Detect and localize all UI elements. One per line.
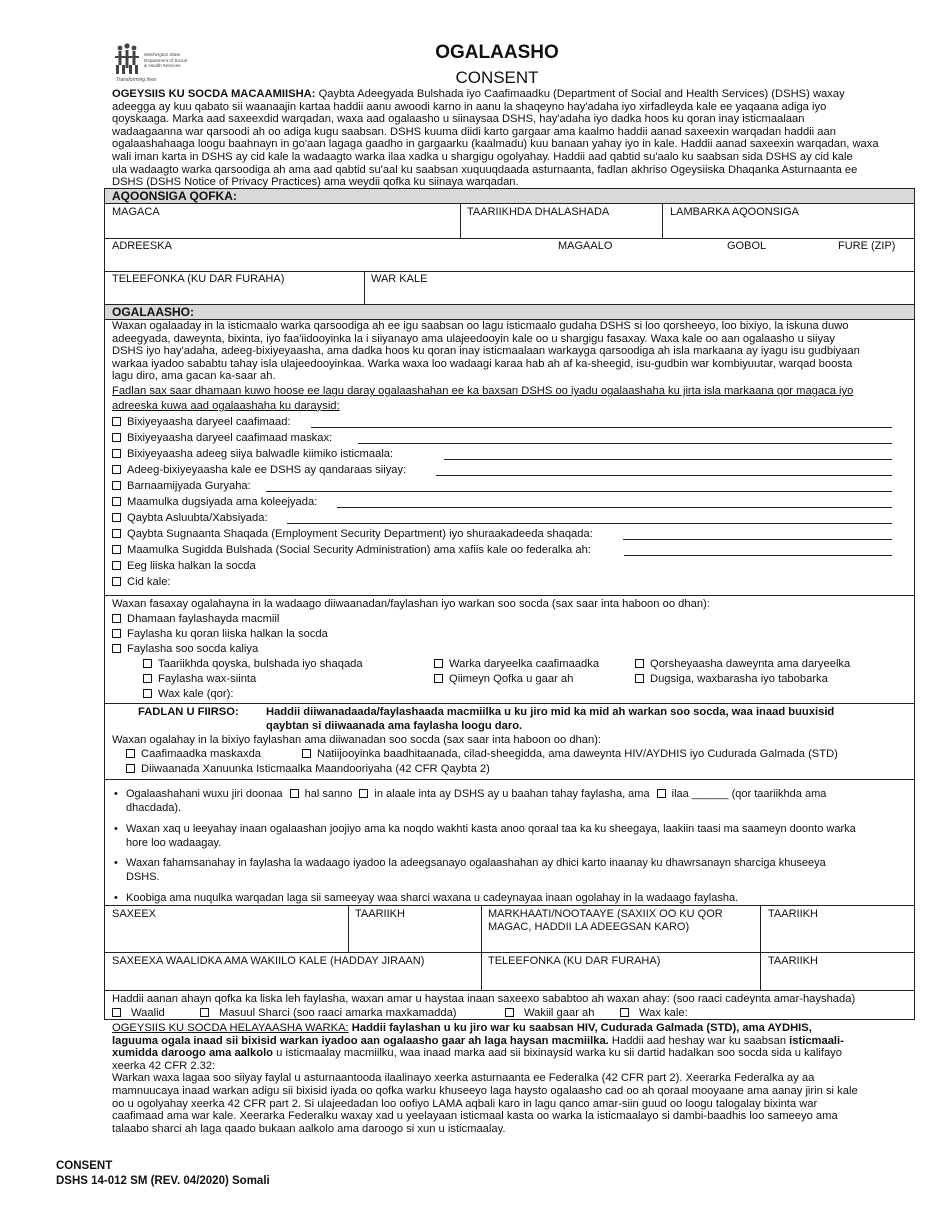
parent-date-field[interactable] (761, 969, 913, 989)
authority-option-other[interactable]: Wax kale: (620, 1007, 688, 1020)
checkbox[interactable] (505, 1008, 514, 1017)
signature-date-label: TAARIIKH (355, 908, 405, 920)
authority-option-parent[interactable]: Waalid (112, 1007, 165, 1020)
checkbox[interactable] (112, 481, 121, 490)
name-field-label: MAGACA (112, 206, 160, 218)
witness-date-label: TAARIIKH (768, 908, 818, 920)
parent-phone-field[interactable] (482, 969, 759, 989)
intro-line: wali iman karta in DSHS ay cid kale la wadaagto warka ilaa xadka u shargigu ogolyahay. Haddii aad qabtid su'aalo ku saabsan sida DSHS ay cid kale (112, 150, 853, 163)
checkbox[interactable] (112, 529, 121, 538)
intro-notice (112, 88, 912, 189)
attention-text: qaybtan si diiwaanada ama faylasha loogu daro. (266, 720, 523, 732)
name-field[interactable] (105, 219, 459, 237)
checkbox[interactable] (112, 644, 121, 653)
consent-line: adeegyada, daweynta, bixinta, iyo faa'iidooyinka la i siiyanayo ama ulajeedooyin kale oo u shargigu fasaxay. Waxa kale oo aan ogalaasho u siiyay (112, 332, 835, 345)
intro-line: ogalaashahaaga loogu baahnayn in go'aan lagaga gaadho in gargaarku (kaalmadu) kuu banaan yahay iyo in kale. Haddii aanad saxeexin warqadan, waxa (112, 138, 879, 151)
footer-form-number: DSHS 14-012 SM (REV. 04/2020) Somali (56, 1175, 270, 1187)
checkbox[interactable] (359, 789, 368, 798)
consent-line: warkaa iyadoo sababtu tahay isla ulajeedooyinkaa. Warka waxa loo wadaagi karaa hab ah af ka-sheegid, isu-gudbin war kombiyuutar, warqad boosta (112, 357, 853, 370)
recipient-item[interactable]: Cid kale: (112, 576, 171, 589)
checkbox[interactable] (112, 545, 121, 554)
attention-intro: Waxan ogalahay in la bixiyo faylashan ama diiwanadan soo socda (sax saar inta haboon oo dhan): (112, 734, 602, 746)
client-section-header (105, 189, 914, 204)
signature-label: SAXEEX (112, 908, 157, 920)
recipient-item[interactable]: Qaybta Asluubta/Xabsiyada: (112, 512, 268, 525)
bullet-redisclosure: • Waxan fahamsanahay in faylasha la wadaago iyadoo la adeegsanayo ogalaashahan ay dhici karto inaanay ku dhawrsanayn sharciga khuseeya DSHS. (114, 857, 826, 883)
checkbox[interactable] (143, 659, 152, 668)
authority-option-guardian[interactable]: Masuul Sharci (soo raaci amarka maxkamadda) (200, 1007, 457, 1020)
recipient-item[interactable]: Bixiyeyaasha adeeg siiya balwadle kiimiko isticmaala: (112, 448, 393, 461)
dob-field-label: TAARIIKHDA DHALASHADA (467, 206, 610, 218)
intro-lead: OGEYSIIS KU SOCDA MACAAMIISHA: (112, 88, 316, 100)
dob-field[interactable] (461, 219, 661, 237)
logo-line-2: Department of Social (144, 57, 187, 63)
checkbox[interactable] (143, 689, 152, 698)
signature-field[interactable] (105, 922, 347, 951)
address-field[interactable] (105, 253, 913, 270)
form-subtitle: CONSENT (455, 68, 539, 87)
checkbox[interactable] (112, 1008, 121, 1017)
recipient-item[interactable]: Barnaamijyada Guryaha: (112, 480, 251, 493)
attention-text: Haddii diiwanadaada/faylashaada macmiilka u ku jiro mid ka mid ah warkan soo socda, waa inaad buuxisid (266, 706, 835, 718)
authority-option-agent[interactable]: Wakiil gaar ah (505, 1007, 594, 1020)
checkbox[interactable] (434, 674, 443, 683)
checkbox[interactable] (143, 674, 152, 683)
recipient-item[interactable]: Eeg liiska halkan la socda (112, 560, 256, 573)
bullet-copy-valid: • Koobiga ama nuqulka warqadan laga sii sameeyay waa sharci waxana u cadeynayaa inaan ogolahay in la wadaago faylasha. (114, 892, 739, 904)
sensitive-option[interactable]: Caafimaadka maskaxda (126, 748, 261, 761)
recipient-input-line[interactable] (623, 539, 892, 540)
city-field-label: MAGAALO (558, 240, 613, 252)
checkbox[interactable] (112, 577, 121, 586)
records-sub-option[interactable]: Qorsheyaasha daweynta ama daryeelka (635, 658, 850, 671)
records-sub-option[interactable]: Faylasha wax-siinta (143, 673, 256, 686)
checkbox[interactable] (126, 749, 135, 758)
recipient-input-line[interactable] (287, 523, 892, 524)
checkbox[interactable] (112, 433, 121, 442)
consent-line: lagu diro, ama gacan ka-saar ah. (112, 370, 276, 383)
phone-field[interactable] (105, 287, 363, 303)
logo-tagline: Transforming lives (116, 77, 157, 83)
checkbox[interactable] (126, 764, 135, 773)
consent-paragraph (112, 320, 912, 412)
logo-line-1: Washington State (144, 52, 181, 57)
recipient-input-line[interactable] (444, 459, 892, 460)
footer-title: CONSENT (56, 1160, 113, 1172)
parent-signature-label: SAXEEXA WAALIDKA AMA WAKIILO KALE (HADDAY JIRAAN) (112, 955, 425, 967)
witness-date-field[interactable] (761, 922, 913, 951)
client-section-title: AQOONSIGA QOFKA: (112, 189, 237, 203)
bullet-duration: • Ogalaashahani wuxu jiri doonaa hal sanno in alaale inta ay DSHS ay u baahan tahay faylasha, ama ilaa ______ (qor taariikhda ama dhacdada). (114, 788, 827, 814)
records-sub-option[interactable]: Wax kale (qor): (143, 688, 233, 701)
records-option[interactable]: Faylasha soo socda kaliya (112, 643, 258, 656)
records-option[interactable]: Faylasha ku qoran liiska halkan la socda (112, 628, 328, 641)
intro-line: qoyskaaga. Marka aad saxeexdid warqadan, waxa aad ogalaasho u siinaysaa DSHS, hay'adaha iyo dadka hoos ku qoran inay isticmaalaan (112, 113, 805, 126)
consent-line: Waxan ogalaaday in la isticmaalo warka qarsoodiga ah ee igu saabsan oo lagu isticmaalo gudaha DSHS si loo qorsheeyo, loo bixiyo, la iskuna duwo (112, 320, 849, 332)
checkbox[interactable] (620, 1008, 629, 1017)
recipient-item[interactable]: Maamulka Sugidda Bulshada (Social Security Administration) ama xafiis kale oo federalka ah: (112, 544, 591, 557)
form-title: OGALAASHO (435, 42, 559, 63)
recipient-input-line[interactable] (624, 555, 892, 556)
logo-line-3: & Health Services (144, 63, 181, 69)
recipient-item[interactable]: Maamulka dugsiyada ama koleejyada: (112, 496, 317, 509)
recipient-item[interactable]: Bixiyeyaasha daryeel caafimaad maskax: (112, 432, 332, 445)
records-sub-option[interactable]: Dugsiga, waxbarasha iyo tabobarka (635, 673, 828, 686)
parent-signature-field[interactable] (105, 969, 480, 989)
recipient-input-line[interactable] (311, 427, 892, 428)
witness-field[interactable] (482, 935, 759, 951)
records-sub-option[interactable]: Taariikhda qoyska, bulshada iyo shaqada (143, 658, 363, 671)
recipient-input-line[interactable] (266, 491, 892, 492)
checkbox[interactable] (635, 659, 644, 668)
checkbox[interactable] (112, 465, 121, 474)
recipient-input-line[interactable] (337, 507, 892, 508)
consent-instruction: adreeska kuwa aad ogalaashaha ku daraysid: (112, 399, 340, 412)
records-intro: Waxan fasaxay ogalahayna in la wadaago diiwaanadan/faylashan iyo warkan soo socda (sax saar inta haboon oo dhan): (112, 598, 710, 610)
witness-label: MARKHAATI/NOOTAAYE (SAXIIX OO KU QOR MAGAC, HADDII LA ADEEGSAN KARO) (488, 908, 723, 933)
records-sub-option[interactable]: Warka daryeelka caafimaadka (434, 658, 599, 671)
intro-line: Qaybta Adeegyada Bulshada iyo Caafimaadku (Department of Social and Health Services) (DSHS) waxay (318, 88, 845, 100)
recipient-item[interactable]: Adeeg-bixiyeyaasha kale ee DSHS ay qandaraas siiyay: (112, 464, 406, 477)
records-option[interactable]: Dhamaan faylashayda macmiil (112, 613, 279, 626)
bullet-revoke: • Waxan xaq u leeyahay inaan ogalaashan joojiyo ama ka noqdo wakhti kasta anoo qoraal taa ka ku sheegaya, laakiin taasi ma saameyn doonto warka hore loo wadaagay. (114, 823, 856, 849)
id-field[interactable] (663, 219, 913, 237)
checkbox[interactable] (112, 497, 121, 506)
id-field-label: LAMBARKA AQOONSIGA (670, 206, 799, 218)
checkbox[interactable] (200, 1008, 209, 1017)
checkbox[interactable] (657, 789, 666, 798)
state-field-label: GOBOL (727, 240, 767, 252)
sensitive-option[interactable]: Diiwaanada Xanuunka Isticmaalka Maandooriyaha (42 CFR Qaybta 2) (126, 763, 490, 776)
checkbox[interactable] (302, 749, 311, 758)
recipient-input-line[interactable] (436, 475, 892, 476)
other-info-label: WAR KALE (371, 273, 428, 285)
sensitive-option[interactable]: Natiijooyinka baadhitaanada, cilad-sheegidda, ama daweynta HIV/AYDHIS iyo Cudurada Galmada (STD) (302, 748, 838, 761)
consent-instruction: Fadlan sax saar dhamaan kuwo hoose ee lagu daray ogalaashahan ee ka baxsan DSHS oo iyadu ogalaashaha ku jirta isla markaana qor magaca iyo (112, 384, 854, 397)
signature-date-field[interactable] (349, 922, 480, 951)
checkbox[interactable] (112, 513, 121, 522)
recipient-item[interactable]: Bixiyeyaasha daryeel caafimaad: (112, 416, 291, 429)
intro-line: adeegga ay kuu qabato sii waanaajin kartaa haddii aanu awoodi karno in aanu la shaqeyno hay'adaha iyo xirfadleyda kale ee yaqaana adiga iyo (112, 100, 827, 113)
records-sub-option[interactable]: Qiimeyn Qofka u gaar ah (434, 673, 573, 686)
other-info-field[interactable] (365, 287, 913, 303)
parent-date-label: TAARIIKH (768, 955, 818, 967)
form-footer (56, 1159, 270, 1189)
checkbox[interactable] (434, 659, 443, 668)
intro-line: wadaagaanna war qarsoodi ah oo adiga kugu saabsan. DSHS kuuma diidi karto gargaar ama kaalmo haddii aanad saxeexin warqadan haddii aan (112, 125, 836, 138)
checkbox[interactable] (112, 614, 121, 623)
recipient-input-line[interactable] (358, 443, 892, 444)
phone-field-label: TELEEFONKA (KU DAR FURAHA) (112, 273, 285, 285)
zip-field-label: FURE (ZIP) (838, 240, 896, 252)
checkbox[interactable] (112, 629, 121, 638)
checkbox[interactable] (635, 674, 644, 683)
consent-section-header (105, 304, 914, 320)
checkbox[interactable] (112, 417, 121, 426)
recipient-notice: OGEYSIIS KU SOCDA HELAYAASHA WARKA: Haddii faylashan u ku jiro war ku saabsan HIV, Cudurada Galmada (STD), ama AYDHIS, laguuma ogala inaad sii bixisid warkan iyadoo aan ogalaasho gaar ah laga haysan macmiilka. Haddii aad heshay war ku saabsan isticmaali- xumidda daroogo ama aalkolo u isticmaalay macmiilku, waa inaad marka aad sii bixinaysid warka ku sii dartid hadalkan soo socda sida u kalifayo xeerka 42 CFR 2.32: Warkan waxa lagaa soo siiyay faylal u asturnaantooda ilaalinayo xeerka asturnaanta ee Federalka (42 CFR part 2). Xeerarka Federalka ay aa mamnuucaya inaad warkan adigu sii bixisid iyada oo qofka warku khuseeyo laga haysto ogalaasho cad oo ah qoraal mooyaane ama aanay jirin si kale oo u ogolyahay xeerka 42 CFR part 2. Si ulajeedadan loo oofiyo LAMA aqbali karo in lagu qanco amar-siin guud oo loogu talogalay bixinta war caafimaad ama war kale. Xeerarka Federalku waxay xad u yeelayaan isticmaal kasta oo warka la isticmaalayo si dambi-baadhis loo sameeyo ama talaabo sharci ah laga qaado bukaan aalkolo ama daroogo si xun u isticmaalay. (112, 1022, 858, 1135)
intro-line: DSHS (DSHS Notice of Privacy Practices) ama weydii qofka ku siinaya warqadan. (112, 176, 519, 189)
checkbox[interactable] (112, 449, 121, 458)
consent-section-title: OGALAASHO: (112, 305, 194, 319)
recipient-item[interactable]: Qaybta Sugnaanta Shaqada (Employment Security Department) iyo shuraakadeeda shaqada: (112, 528, 593, 541)
checkbox[interactable] (112, 561, 121, 570)
authority-intro: Haddii aanan ahayn qofka ka liska leh faylasha, waxan amar u haystaa inaan saxeexo sababtoo ah waxan ahay: (soo raaci cadeynta amar-hayshada) (112, 993, 856, 1005)
address-field-label: ADREESKA (112, 240, 172, 252)
parent-phone-label: TELEEFONKA (KU DAR FURAHA) (488, 955, 661, 967)
intro-line: ula wadaagto warka qarsoodiga ah ama aad qabtid su'aal ku saabsan xuquuqdaada asturnaanta, fadlan akhriso Ogeysiiska Dhaqanka Asturnaanta ee (112, 163, 858, 176)
checkbox[interactable] (290, 789, 299, 798)
attention-label: FADLAN U FIIRSO: (138, 706, 239, 718)
consent-line: DSHS iyo hay'adaha, adeeg-bixiyeyaasha, ama dadka hoos ku qoran inay isticmaalaan warkayga qarsoodiga ah isla markaana ay iyagu isu gudbiyaan (112, 345, 860, 358)
